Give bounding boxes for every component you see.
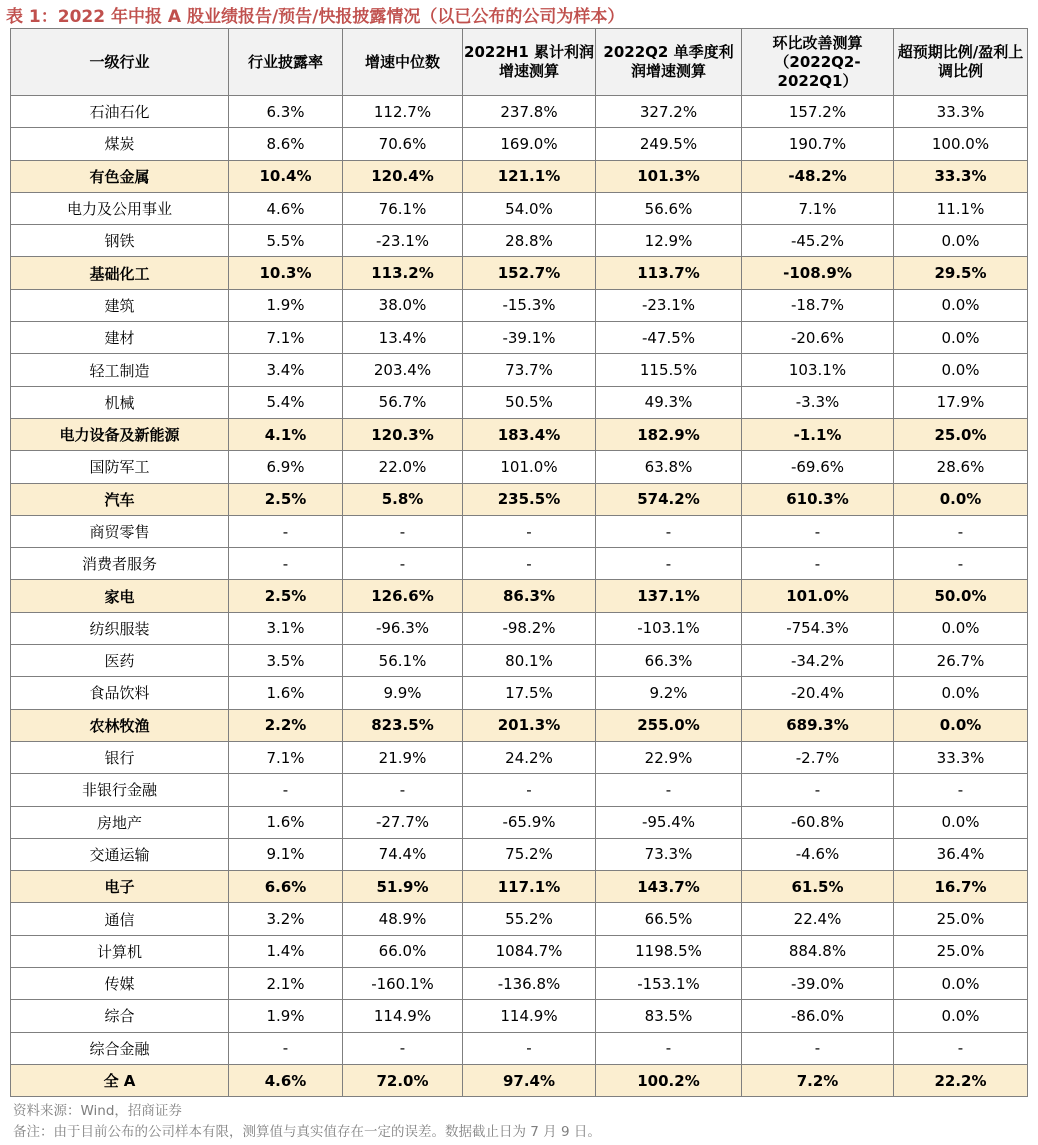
value-cell: 1.6%	[229, 806, 343, 838]
value-cell: 75.2%	[463, 838, 596, 870]
table-row	[11, 128, 1028, 160]
value-cell: 17.5%	[463, 677, 596, 709]
value-cell: 0.0%	[894, 806, 1028, 838]
value-cell: 54.0%	[463, 192, 596, 224]
value-cell: 117.1%	[463, 871, 596, 903]
value-cell: -20.4%	[742, 677, 894, 709]
table-row	[11, 515, 1028, 547]
value-cell: 100.0%	[894, 128, 1028, 160]
value-cell: 10.4%	[229, 160, 343, 192]
value-cell: 3.5%	[229, 645, 343, 677]
value-cell: 120.4%	[343, 160, 463, 192]
value-cell: 3.2%	[229, 903, 343, 935]
value-cell: -160.1%	[343, 968, 463, 1000]
value-cell: 13.4%	[343, 322, 463, 354]
value-cell: 24.2%	[463, 741, 596, 773]
value-cell: 66.3%	[596, 645, 742, 677]
value-cell: -	[894, 774, 1028, 806]
value-cell: -	[463, 548, 596, 580]
value-cell: 76.1%	[343, 192, 463, 224]
value-cell: -	[463, 1032, 596, 1064]
industry-name-cell: 商贸零售	[11, 515, 229, 547]
table-row	[11, 418, 1028, 450]
industry-name-cell: 通信	[11, 903, 229, 935]
value-cell: 80.1%	[463, 645, 596, 677]
value-cell: -95.4%	[596, 806, 742, 838]
table-row	[11, 1032, 1028, 1064]
value-cell: -108.9%	[742, 257, 894, 289]
value-cell: 63.8%	[596, 451, 742, 483]
industry-name-cell: 煤炭	[11, 128, 229, 160]
value-cell: -60.8%	[742, 806, 894, 838]
value-cell: -	[229, 1032, 343, 1064]
value-cell: 114.9%	[343, 1000, 463, 1032]
value-cell: 0.0%	[894, 709, 1028, 741]
value-cell: -3.3%	[742, 386, 894, 418]
value-cell: 21.9%	[343, 741, 463, 773]
industry-name-cell: 传媒	[11, 968, 229, 1000]
value-cell: 50.5%	[463, 386, 596, 418]
value-cell: 101.0%	[463, 451, 596, 483]
header-row	[11, 29, 1028, 96]
table-row	[11, 1064, 1028, 1096]
value-cell: -48.2%	[742, 160, 894, 192]
industry-name-cell: 电力及公用事业	[11, 192, 229, 224]
table-row	[11, 96, 1028, 128]
value-cell: 182.9%	[596, 418, 742, 450]
table-row	[11, 709, 1028, 741]
value-cell: 137.1%	[596, 580, 742, 612]
industry-name-cell: 交通运输	[11, 838, 229, 870]
value-cell: 4.6%	[229, 1064, 343, 1096]
footnotes	[13, 1101, 601, 1143]
value-cell: 48.9%	[343, 903, 463, 935]
value-cell: -	[742, 548, 894, 580]
value-cell: 6.6%	[229, 871, 343, 903]
value-cell: 169.0%	[463, 128, 596, 160]
value-cell: -	[343, 1032, 463, 1064]
value-cell: -23.1%	[596, 289, 742, 321]
value-cell: 74.4%	[343, 838, 463, 870]
value-cell: -	[229, 548, 343, 580]
industry-name-cell: 医药	[11, 645, 229, 677]
value-cell: 9.2%	[596, 677, 742, 709]
value-cell: -18.7%	[742, 289, 894, 321]
value-cell: 3.4%	[229, 354, 343, 386]
value-cell: 73.3%	[596, 838, 742, 870]
value-cell: 249.5%	[596, 128, 742, 160]
value-cell: 22.0%	[343, 451, 463, 483]
value-cell: 70.6%	[343, 128, 463, 160]
value-cell: -27.7%	[343, 806, 463, 838]
industry-name-cell: 农林牧渔	[11, 709, 229, 741]
value-cell: 16.7%	[894, 871, 1028, 903]
value-cell: 97.4%	[463, 1064, 596, 1096]
table-row	[11, 1000, 1028, 1032]
value-cell: 101.0%	[742, 580, 894, 612]
value-cell: 9.1%	[229, 838, 343, 870]
value-cell: 22.2%	[894, 1064, 1028, 1096]
value-cell: 9.9%	[343, 677, 463, 709]
value-cell: 2.2%	[229, 709, 343, 741]
value-cell: -	[596, 1032, 742, 1064]
value-cell: -86.0%	[742, 1000, 894, 1032]
value-cell: -	[596, 515, 742, 547]
value-cell: 28.8%	[463, 225, 596, 257]
table-row	[11, 903, 1028, 935]
value-cell: 8.6%	[229, 128, 343, 160]
value-cell: 101.3%	[596, 160, 742, 192]
value-cell: -	[742, 774, 894, 806]
value-cell: 114.9%	[463, 1000, 596, 1032]
value-cell: 0.0%	[894, 677, 1028, 709]
value-cell: 86.3%	[463, 580, 596, 612]
industry-name-cell: 电子	[11, 871, 229, 903]
value-cell: 26.7%	[894, 645, 1028, 677]
value-cell: 3.1%	[229, 612, 343, 644]
header-median-growth: 增速中位数	[343, 29, 463, 96]
value-cell: 7.2%	[742, 1064, 894, 1096]
value-cell: 152.7%	[463, 257, 596, 289]
value-cell: 7.1%	[229, 322, 343, 354]
table-row	[11, 612, 1028, 644]
value-cell: 0.0%	[894, 1000, 1028, 1032]
value-cell: 1.9%	[229, 1000, 343, 1032]
value-cell: -	[894, 548, 1028, 580]
value-cell: 235.5%	[463, 483, 596, 515]
value-cell: 2.5%	[229, 580, 343, 612]
value-cell: 29.5%	[894, 257, 1028, 289]
value-cell: 1198.5%	[596, 935, 742, 967]
value-cell: -39.0%	[742, 968, 894, 1000]
table-row	[11, 838, 1028, 870]
industry-name-cell: 非银行金融	[11, 774, 229, 806]
value-cell: 1084.7%	[463, 935, 596, 967]
table-body	[11, 96, 1028, 1097]
value-cell: 103.1%	[742, 354, 894, 386]
header-beat-ratio: 超预期比例/盈利上调比例	[894, 29, 1028, 96]
table-title: 表 1：2022 年中报 A 股业绩报告/预告/快报披露情况（以已公布的公司为样本）	[6, 7, 625, 27]
value-cell: -96.3%	[343, 612, 463, 644]
value-cell: 0.0%	[894, 354, 1028, 386]
value-cell: 610.3%	[742, 483, 894, 515]
value-cell: 22.4%	[742, 903, 894, 935]
value-cell: 10.3%	[229, 257, 343, 289]
value-cell: -65.9%	[463, 806, 596, 838]
value-cell: 0.0%	[894, 322, 1028, 354]
table-row	[11, 160, 1028, 192]
value-cell: 255.0%	[596, 709, 742, 741]
industry-name-cell: 银行	[11, 741, 229, 773]
value-cell: 38.0%	[343, 289, 463, 321]
remark-note: 备注：由于目前公布的公司样本有限，测算值与真实值存在一定的误差。数据截止日为 7 月 9 日。	[13, 1124, 601, 1140]
value-cell: 203.4%	[343, 354, 463, 386]
value-cell: 237.8%	[463, 96, 596, 128]
table-row	[11, 354, 1028, 386]
value-cell: -136.8%	[463, 968, 596, 1000]
value-cell: 327.2%	[596, 96, 742, 128]
value-cell: 6.9%	[229, 451, 343, 483]
industry-name-cell: 食品饮料	[11, 677, 229, 709]
value-cell: 56.6%	[596, 192, 742, 224]
table-row	[11, 677, 1028, 709]
value-cell: 113.7%	[596, 257, 742, 289]
table-row	[11, 871, 1028, 903]
value-cell: -103.1%	[596, 612, 742, 644]
value-cell: -	[343, 515, 463, 547]
industry-name-cell: 国防军工	[11, 451, 229, 483]
value-cell: 22.9%	[596, 741, 742, 773]
table-row	[11, 580, 1028, 612]
value-cell: 5.8%	[343, 483, 463, 515]
value-cell: -2.7%	[742, 741, 894, 773]
value-cell: 823.5%	[343, 709, 463, 741]
value-cell: -153.1%	[596, 968, 742, 1000]
value-cell: 55.2%	[463, 903, 596, 935]
table-row	[11, 548, 1028, 580]
value-cell: -	[463, 515, 596, 547]
value-cell: -754.3%	[742, 612, 894, 644]
table-row	[11, 935, 1028, 967]
value-cell: 126.6%	[343, 580, 463, 612]
value-cell: -69.6%	[742, 451, 894, 483]
value-cell: 0.0%	[894, 289, 1028, 321]
value-cell: -	[596, 774, 742, 806]
value-cell: 49.3%	[596, 386, 742, 418]
table-row	[11, 968, 1028, 1000]
value-cell: 2.1%	[229, 968, 343, 1000]
header-q2-profit-growth: 2022Q2 单季度利润增速测算	[596, 29, 742, 96]
table-row	[11, 192, 1028, 224]
value-cell: 25.0%	[894, 903, 1028, 935]
industry-name-cell: 家电	[11, 580, 229, 612]
table-container	[10, 28, 1028, 1097]
value-cell: 25.0%	[894, 935, 1028, 967]
value-cell: 0.0%	[894, 612, 1028, 644]
value-cell: 51.9%	[343, 871, 463, 903]
value-cell: -15.3%	[463, 289, 596, 321]
value-cell: 0.0%	[894, 483, 1028, 515]
value-cell: 33.3%	[894, 96, 1028, 128]
table-row	[11, 322, 1028, 354]
industry-name-cell: 全 A	[11, 1064, 229, 1096]
value-cell: 11.1%	[894, 192, 1028, 224]
value-cell: 143.7%	[596, 871, 742, 903]
value-cell: 17.9%	[894, 386, 1028, 418]
value-cell: -	[894, 1032, 1028, 1064]
value-cell: 574.2%	[596, 483, 742, 515]
value-cell: 689.3%	[742, 709, 894, 741]
value-cell: -23.1%	[343, 225, 463, 257]
value-cell: 1.9%	[229, 289, 343, 321]
industry-name-cell: 消费者服务	[11, 548, 229, 580]
table-row	[11, 225, 1028, 257]
value-cell: 1.4%	[229, 935, 343, 967]
value-cell: 157.2%	[742, 96, 894, 128]
industry-name-cell: 有色金属	[11, 160, 229, 192]
table-row	[11, 741, 1028, 773]
table-row	[11, 289, 1028, 321]
industry-name-cell: 机械	[11, 386, 229, 418]
value-cell: -45.2%	[742, 225, 894, 257]
value-cell: 4.1%	[229, 418, 343, 450]
value-cell: 66.5%	[596, 903, 742, 935]
industry-name-cell: 汽车	[11, 483, 229, 515]
industry-name-cell: 综合金融	[11, 1032, 229, 1064]
value-cell: -	[343, 774, 463, 806]
value-cell: 66.0%	[343, 935, 463, 967]
value-cell: 120.3%	[343, 418, 463, 450]
value-cell: 36.4%	[894, 838, 1028, 870]
value-cell: 115.5%	[596, 354, 742, 386]
value-cell: 884.8%	[742, 935, 894, 967]
value-cell: -34.2%	[742, 645, 894, 677]
header-h1-profit-growth: 2022H1 累计利润增速测算	[463, 29, 596, 96]
industry-name-cell: 轻工制造	[11, 354, 229, 386]
industry-name-cell: 钢铁	[11, 225, 229, 257]
value-cell: 56.1%	[343, 645, 463, 677]
value-cell: 7.1%	[742, 192, 894, 224]
header-disclosure-rate: 行业披露率	[229, 29, 343, 96]
value-cell: 83.5%	[596, 1000, 742, 1032]
value-cell: -4.6%	[742, 838, 894, 870]
value-cell: -1.1%	[742, 418, 894, 450]
industry-name-cell: 建材	[11, 322, 229, 354]
header-industry: 一级行业	[11, 29, 229, 96]
value-cell: 72.0%	[343, 1064, 463, 1096]
industry-name-cell: 石油石化	[11, 96, 229, 128]
value-cell: -	[343, 548, 463, 580]
industry-name-cell: 房地产	[11, 806, 229, 838]
value-cell: -	[229, 515, 343, 547]
industry-disclosure-table	[10, 28, 1028, 1097]
value-cell: 5.4%	[229, 386, 343, 418]
value-cell: -20.6%	[742, 322, 894, 354]
value-cell: 4.6%	[229, 192, 343, 224]
industry-name-cell: 计算机	[11, 935, 229, 967]
value-cell: 113.2%	[343, 257, 463, 289]
value-cell: 5.5%	[229, 225, 343, 257]
table-row	[11, 645, 1028, 677]
value-cell: 56.7%	[343, 386, 463, 418]
value-cell: -	[596, 548, 742, 580]
value-cell: -	[742, 1032, 894, 1064]
industry-name-cell: 建筑	[11, 289, 229, 321]
table-row	[11, 774, 1028, 806]
value-cell: 190.7%	[742, 128, 894, 160]
value-cell: 61.5%	[742, 871, 894, 903]
industry-name-cell: 综合	[11, 1000, 229, 1032]
value-cell: 7.1%	[229, 741, 343, 773]
value-cell: 112.7%	[343, 96, 463, 128]
value-cell: 121.1%	[463, 160, 596, 192]
table-row	[11, 257, 1028, 289]
industry-name-cell: 电力设备及新能源	[11, 418, 229, 450]
table-row	[11, 806, 1028, 838]
value-cell: -39.1%	[463, 322, 596, 354]
industry-name-cell: 纺织服装	[11, 612, 229, 644]
table-row	[11, 483, 1028, 515]
value-cell: 2.5%	[229, 483, 343, 515]
value-cell: 183.4%	[463, 418, 596, 450]
value-cell: -	[742, 515, 894, 547]
value-cell: 0.0%	[894, 225, 1028, 257]
value-cell: -	[463, 774, 596, 806]
value-cell: 25.0%	[894, 418, 1028, 450]
value-cell: 100.2%	[596, 1064, 742, 1096]
value-cell: 1.6%	[229, 677, 343, 709]
value-cell: -47.5%	[596, 322, 742, 354]
value-cell: -98.2%	[463, 612, 596, 644]
header-qoq-improvement: 环比改善测算（2022Q2-2022Q1）	[742, 29, 894, 96]
source-note: 资料来源：Wind，招商证券	[13, 1103, 182, 1119]
value-cell: 50.0%	[894, 580, 1028, 612]
industry-name-cell: 基础化工	[11, 257, 229, 289]
value-cell: 73.7%	[463, 354, 596, 386]
value-cell: -	[229, 774, 343, 806]
value-cell: 12.9%	[596, 225, 742, 257]
value-cell: 0.0%	[894, 968, 1028, 1000]
value-cell: 6.3%	[229, 96, 343, 128]
value-cell: 33.3%	[894, 160, 1028, 192]
value-cell: 201.3%	[463, 709, 596, 741]
table-row	[11, 386, 1028, 418]
value-cell: 28.6%	[894, 451, 1028, 483]
value-cell: 33.3%	[894, 741, 1028, 773]
table-row	[11, 451, 1028, 483]
value-cell: -	[894, 515, 1028, 547]
